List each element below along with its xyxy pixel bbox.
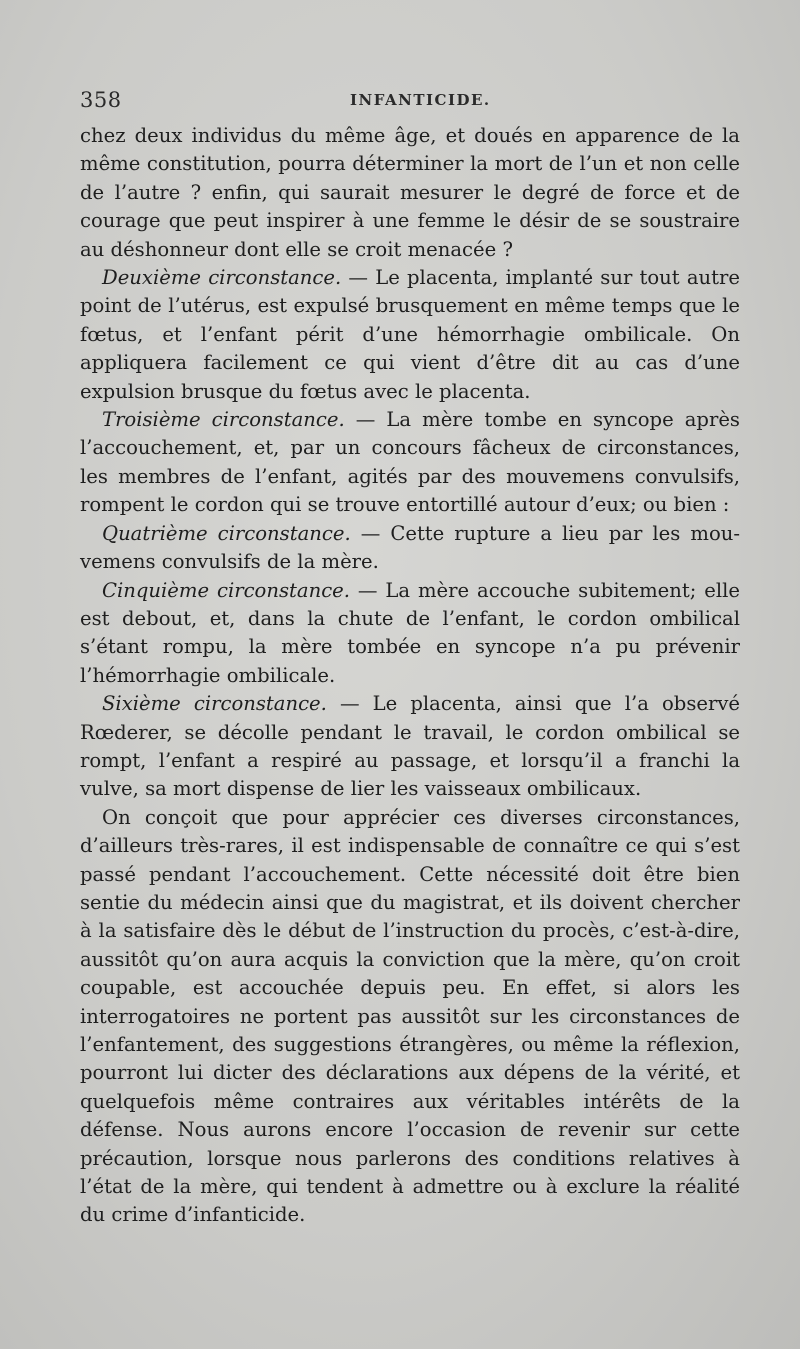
circumstance-heading: Sixième circonstance. [102, 692, 327, 716]
circumstance-heading: Deuxième circonstance. [102, 266, 342, 290]
paragraph-text: chez deux individus du même âge, et doués en apparence de la même constitution, pourra déterminer la mort de l’un et non celle de l’autre ? enfin, qui saurait mesurer le degré de force et de courage que peut inspirer à une femme le désir de se soustraire au déshonneur dont elle se croit menacée ? [80, 124, 740, 261]
paragraph [80, 122, 740, 264]
page-header [80, 88, 740, 118]
paragraph [80, 264, 740, 406]
circumstance-heading: Troisième circonstance. [102, 408, 345, 432]
paragraph-text: — Cette rupture a lieu par les mouvemens convulsifs de la mère. [80, 521, 740, 574]
paragraph [80, 520, 740, 577]
paragraph-text: — La mère accouche subitement; elle est debout, et, dans la chute de l’enfant, le cordon ombilical s’étant rompu, la mère tombée en syncope n’a pu prévenir l’hémorrhagie ombilicale. [80, 578, 740, 687]
paragraph-text: — Le placenta, ainsi que l’a observé Rœderer, se décolle pendant le travail, le cordon ombilical se rompt, l’enfant a respiré au passage, et lorsqu’il a franchi la vulve, sa mort dispense de lier les vaisseaux ombilicaux. [80, 692, 740, 801]
page-number: 358 [80, 88, 122, 112]
paragraph [80, 577, 740, 691]
body-text [80, 122, 740, 1230]
circumstance-heading: Quatrième circonstance. [102, 521, 351, 545]
paragraph-text: — Le placenta, implanté sur tout autre point de l’utérus, est expulsé brusquement en même temps que le fœtus, et l’enfant périt d’une hémorrhagie ombilicale. On appliquera facilement ce qui vient d’être dit au cas d’une expulsion brusque du fœtus avec le placenta. [80, 266, 741, 403]
paragraph-text: — La mère tombe en syncope après l’accouchement, et, par un concours fâcheux de circonstances, les membres de l’enfant, agités par des mouvemens convulsifs, rompent le cordon qui se trouve entortillé autour d’eux; ou bien : [80, 408, 740, 517]
circumstance-heading: Cinquième circonstance. [102, 578, 350, 602]
paragraph [80, 804, 740, 1230]
paragraph [80, 406, 740, 520]
paragraph [80, 690, 740, 804]
running-title: INFANTICIDE. [350, 91, 491, 109]
paragraph-text: On conçoit que pour apprécier ces diverses circonstances, d’ailleurs très-rares, il est indispensable de connaître ce qui s’est passé pendant l’accouchement. Cette nécessité doit être bien sentie du médecin ainsi que du magistrat, et ils doivent chercher à la satisfaire dès le début de l’instruction du procès, c’est-à-dire, aussitôt qu’on aura acquis la conviction que la mère, qu’on croit coupable, est accouchée depuis peu. En effet, si alors les interrogatoires ne portent pas aussitôt sur les circonstances de l’enfantement, des suggestions étrangères, ou même la réflexion, pourront lui dicter des déclarations aux dépens de la vérité, et quelquefois même contraires aux véritables intérêts de la défense. Nous aurons encore l’occasion de revenir sur cette précaution, lorsque nous parlerons des conditions relatives à l’état de la mère, qui tendent à admettre ou à exclure la réalité du crime d’infanticide. [80, 805, 740, 1227]
